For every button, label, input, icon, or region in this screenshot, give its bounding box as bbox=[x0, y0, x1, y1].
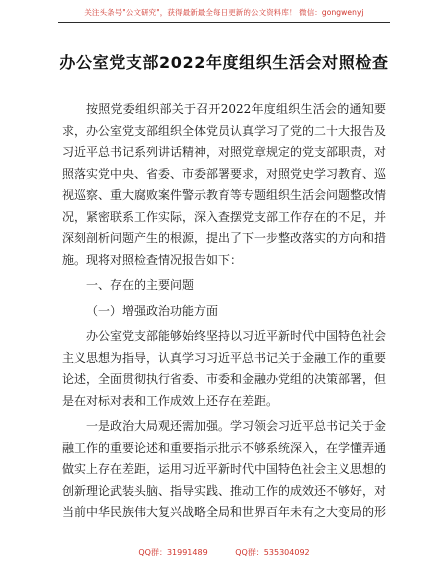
footer-qq-group-2: QQ群：535304092 bbox=[235, 548, 310, 557]
document-title: 办公室党支部2022年度组织生活会对照检查 bbox=[59, 53, 389, 72]
document-body bbox=[62, 99, 386, 524]
section-heading: 一、存在的主要问题 bbox=[86, 278, 195, 292]
body-paragraph: 办公室党支部能够始终坚持以习近平新时代中国特色社会主义思想为指导，认真学习习近平总书记关于金融工作的重要论述，全面贯彻执行省委、市委和金融办党组的决策部署，但是在对标对表和工作成效上还存在差距。 bbox=[62, 329, 387, 408]
footer-contact bbox=[0, 547, 448, 558]
header-promo-note: 关注头条号"公文研究"，获得最新最全每日更新的公文资料库！ 微信：gongwenyj bbox=[84, 8, 364, 17]
header-divider bbox=[58, 22, 390, 23]
intro-paragraph: 按照党委组织部关于召开2022年度组织生活会的通知要求，办公室党支部组织全体党员认真学习了党的二十大报告及习近平总书记系列讲话精神，对照党章规定的党支部职责，对照落实党中央、省委、市委部署要求，对照党史学习教育、巡视巡察、重大腐败案件警示教育等专题组织生活会问题整改情况，紧密联系工作实际，深入查摆党支部工作存在的不足，并深刻剖析问题产生的根源，提出了下一步整改落实的方向和措施。现将对照检查情况报告如下： bbox=[62, 102, 387, 267]
body-paragraph: 一是政治大局观还需加强。学习领会习近平总书记关于金融工作的重要论述和重要指示批示不够系统深入，在学懂弄通做实上存在差距，运用习近平新时代中国特色社会主义思想的创新理论武装头脑、指导实践、推动工作的成效还不够好，对当前中华民族伟大复兴战略全局和世界百年未有之大变局的形 bbox=[62, 419, 387, 519]
footer-qq-group-1: QQ群：31991489 bbox=[138, 548, 208, 557]
subsection-heading: （一）增强政治功能方面 bbox=[86, 303, 219, 318]
